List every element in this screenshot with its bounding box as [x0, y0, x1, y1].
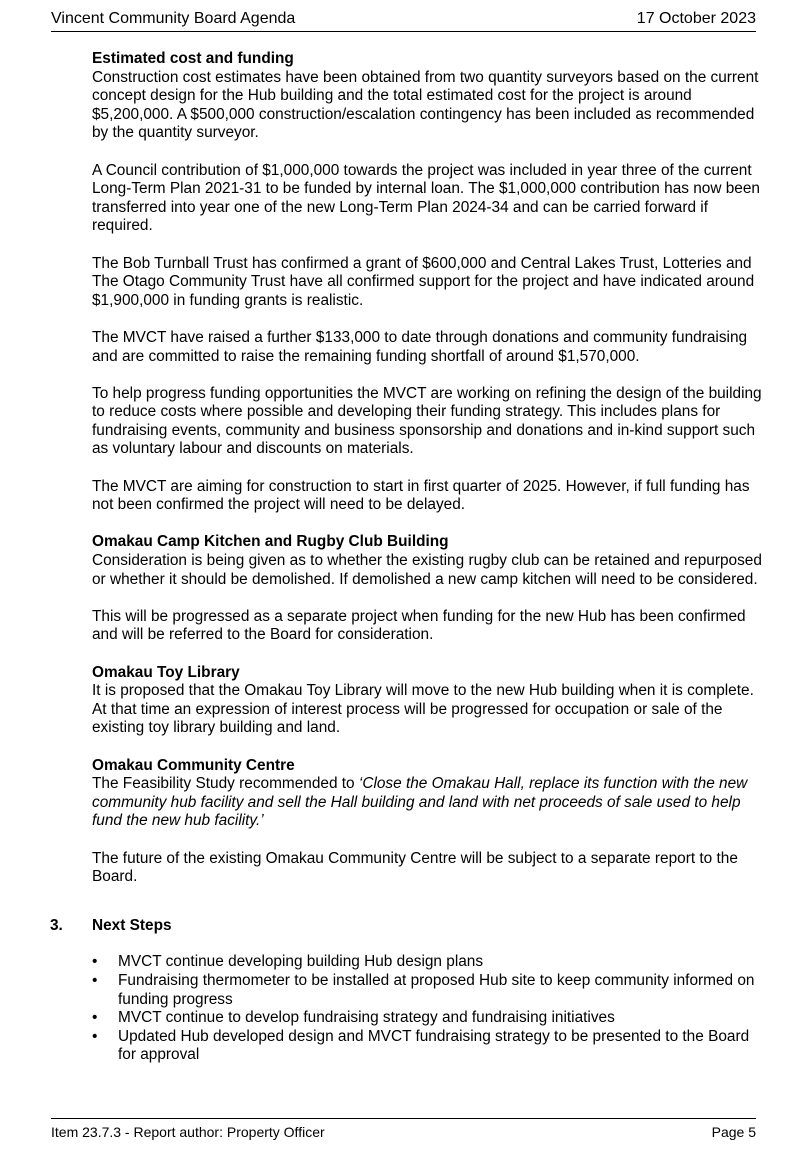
paragraph: Consideration is being given as to whether the existing rugby club can be retained and repurposed or whether it should be demolished. If demolished a new camp kitchen will need to be considered.: [92, 552, 762, 588]
list-item: • Updated Hub developed design and MVCT fundraising strategy to be presented to the Board for approval: [92, 1027, 750, 1064]
paragraph: To help progress funding opportunities the MVCT are working on refining the design of the building to reduce costs where possible and developing their funding strategy. This includes plans for fundraising events, community and business sponsorship and donations and in-kind support such as voluntary labour and discounts on materials.: [92, 384, 762, 458]
paragraph: The Bob Turnball Trust has confirmed a grant of $600,000 and Central Lakes Trust, Lotteries and The Otago Community Trust have all confirmed support for the project and have indicated around $1,900,000 in funding grants is realistic.: [92, 254, 755, 309]
list-item: • MVCT continue developing building Hub design plans: [92, 953, 484, 971]
footer-author: Item 23.7.3 - Report author: Property Officer: [51, 1124, 325, 1140]
paragraph: The MVCT are aiming for construction to start in first quarter of 2025. However, if full funding has not been confirmed the project will need to be delayed.: [92, 477, 750, 514]
paragraph: The MVCT have raised a further $133,000 to date through donations and community fundraising and are committed to raise the remaining funding shortfall of around $1,570,000.: [92, 328, 748, 365]
paragraph: Construction cost estimates have been obtained from two quantity surveyors based on the current concept design for the Hub building and the total estimated cost for the project is around $5,200,000. A $500,000 construction/escalation contingency has been included as recommended by the quantity surveyor.: [92, 68, 759, 142]
header-date: 17 October 2023: [636, 10, 756, 27]
paragraph: [92, 775, 762, 831]
page-number: Page 5: [711, 1124, 756, 1140]
feasibility-quote: ‘Close the Omakau Hall, replace its function with the new community hub facility and sell the Hall building and land with net proceeds of sale used to help fund the new hub facility.’: [92, 775, 748, 830]
section-title: Next Steps: [92, 916, 172, 934]
heading-cost-funding: Estimated cost and funding: [92, 50, 294, 67]
list-item: • MVCT continue to develop fundraising strategy and fundraising initiatives: [92, 1009, 615, 1027]
bullet-icon: •: [92, 1027, 98, 1045]
paragraph: A Council contribution of $1,000,000 towards the project was included in year three of the current Long-Term Plan 2021-31 to be funded by internal loan. The $1,000,000 contribution has now been transferred into year one of the new Long-Term Plan 2024-34 and can be carried forward if required.: [92, 161, 760, 235]
heading-camp-kitchen: Omakau Camp Kitchen and Rugby Club Building: [92, 533, 449, 551]
page-header: [51, 9, 756, 32]
header-title: Vincent Community Board Agenda: [51, 10, 296, 27]
paragraph: This will be progressed as a separate project when funding for the new Hub has been confirmed and will be referred to the Board for consideration.: [92, 607, 746, 644]
paragraph-lead: The Feasibility Study recommended to: [92, 775, 359, 793]
bullet-icon: •: [92, 971, 98, 989]
paragraph: The future of the existing Omakau Community Centre will be subject to a separate report to the Board.: [92, 849, 738, 886]
page-footer: [51, 1118, 756, 1141]
next-steps-heading: [50, 916, 762, 936]
bullet-icon: •: [92, 953, 98, 971]
next-steps-list: [92, 953, 762, 1065]
heading-community-centre: Omakau Community Centre: [92, 756, 295, 774]
paragraph: It is proposed that the Omakau Toy Library will move to the new Hub building when it is complete. At that time an expression of interest process will be progressed for occupation or sale of the existing toy library building and land.: [92, 682, 754, 737]
section-number: 3.: [50, 916, 63, 934]
list-item: • Fundraising thermometer to be installed at proposed Hub site to keep community informed on funding progress: [92, 971, 755, 1008]
bullet-icon: •: [92, 1009, 98, 1027]
heading-toy-library: Omakau Toy Library: [92, 663, 240, 681]
document-body: [50, 50, 762, 1065]
